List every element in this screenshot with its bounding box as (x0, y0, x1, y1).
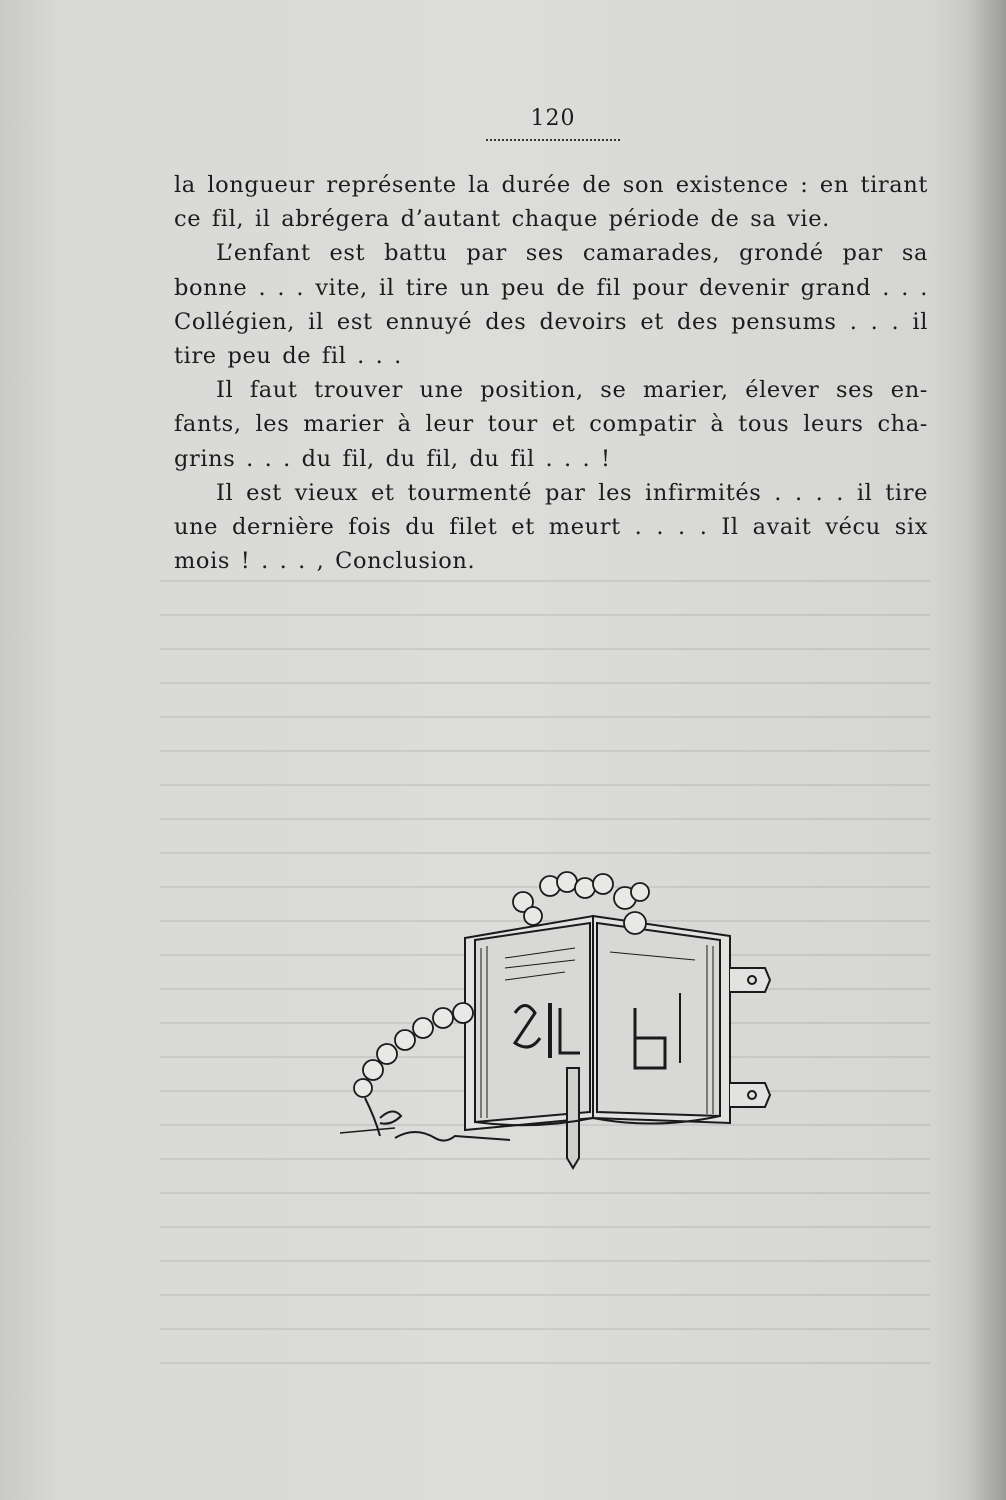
text-line: tire peu de fil . . . (174, 343, 402, 370)
text-line: fants, les marier à leur tour et compatir à tous leurs cha- (174, 411, 928, 438)
text-line: grins . . . du fil, du fil, du fil . . . ! (174, 445, 611, 472)
text-line: bonne . . . vite, il tire un peu de fil pour devenir grand . . . (174, 274, 928, 301)
open-book-with-flowers-illustration (335, 868, 775, 1188)
spine-shadow (966, 0, 1006, 1500)
text-line: Il faut trouver une position, se marier, élever ses en- (216, 377, 928, 404)
text-line: Il est vieux et tourmenté par les infirmités . . . . il tire (216, 479, 928, 506)
body-text (174, 168, 928, 578)
text-line: L’enfant est battu par ses camarades, grondé par sa (216, 240, 928, 267)
page-number-rule (486, 139, 620, 141)
text-line: la longueur représente la durée de son existence : en tirant (174, 172, 928, 198)
text-line: ce fil, il abrégera d’autant chaque période de sa vie. (174, 206, 830, 233)
page-number: 120 (530, 106, 576, 131)
text-line: Collégien, il est ennuyé des devoirs et des pensums . . . il (174, 308, 928, 335)
text-line: une dernière fois du filet et meurt . . . . Il avait vécu six (174, 514, 928, 541)
text-line: mois ! . . . , Conclusion. (174, 548, 476, 575)
